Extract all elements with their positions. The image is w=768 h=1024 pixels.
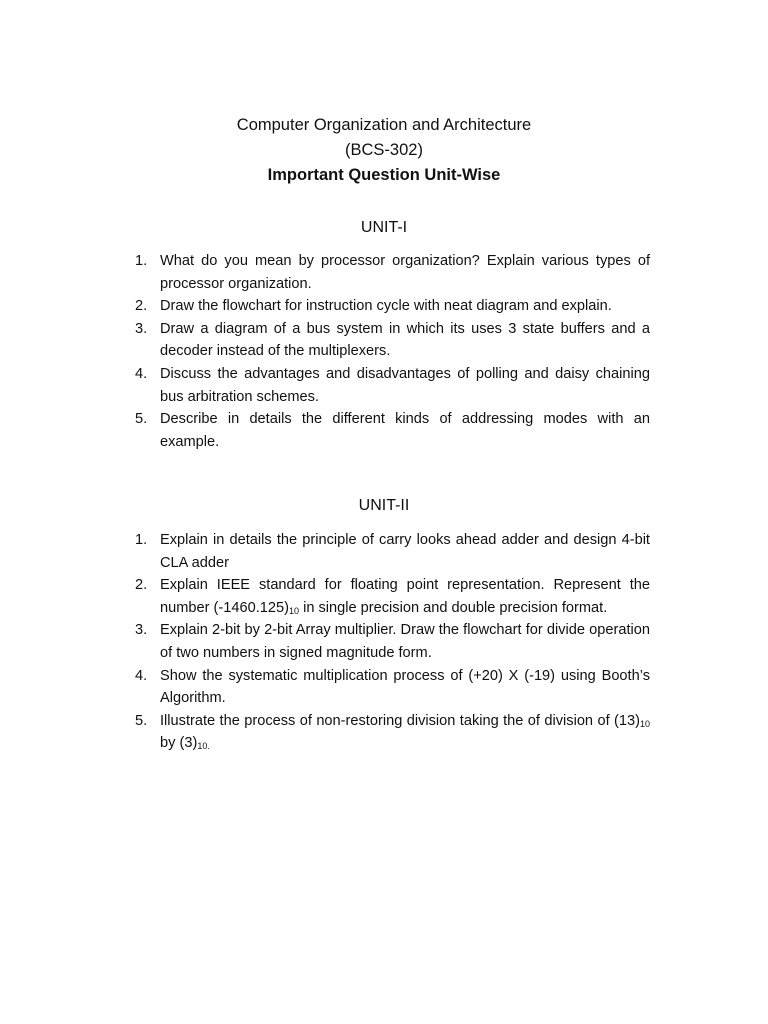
- question-number: 2.: [135, 577, 148, 594]
- question-text: Draw the flowchart for instruction cycle with neat diagram and explain.: [160, 298, 612, 315]
- question-text: Draw a diagram of a bus system in which its uses 3 state buffers and a decoder instead of the multiplexers.: [160, 320, 650, 360]
- unit-2-question-1: [135, 529, 650, 574]
- question-text: What do you mean by processor organization? Explain various types of processor organization.: [160, 253, 650, 292]
- question-text-part-2: by (3): [160, 735, 198, 752]
- unit-2-question-2: [135, 574, 650, 619]
- document-title: Computer Organization and Architecture: [236, 116, 532, 134]
- unit-2-question-5: [135, 710, 650, 755]
- question-number: 5.: [135, 712, 148, 729]
- question-number: 3.: [135, 622, 148, 639]
- question-text-part-1: Illustrate the process of non-restoring division taking the of division of (13): [160, 712, 640, 729]
- question-text: Explain in details the principle of carry looks ahead adder and design 4-bit CLA adder: [160, 532, 650, 571]
- unit-2-heading: UNIT-II: [358, 497, 410, 514]
- unit-2-question-3: [135, 619, 650, 664]
- number-base-subscript: 10: [639, 718, 650, 729]
- question-number: 1.: [135, 253, 148, 269]
- unit-1-question-1: [135, 250, 650, 295]
- document-header: [0, 113, 768, 188]
- question-text: Explain 2-bit by 2-bit Array multiplier. Draw the flowchart for divide operation of two numbers in signed magnitude form.: [160, 622, 650, 661]
- unit-1-question-5: [135, 408, 650, 453]
- document-subtitle: Important Question Unit-Wise: [267, 166, 501, 184]
- unit-1-question-3: [135, 318, 650, 363]
- question-number: 2.: [135, 298, 148, 315]
- unit-2-question-list: [135, 529, 650, 755]
- unit-2-question-4: [135, 665, 650, 710]
- question-text: Describe in details the different kinds of addressing modes with an example.: [160, 411, 650, 450]
- question-number: 4.: [135, 667, 148, 684]
- question-number: 5.: [135, 411, 148, 428]
- course-code: (BCS-302): [345, 141, 423, 159]
- unit-1-question-4: [135, 363, 650, 408]
- question-text: Show the systematic multiplication process of (+20) X (-19) using Booth’s Algorithm.: [160, 667, 650, 707]
- question-text-part-2: in single precision and double precision format.: [299, 599, 608, 616]
- question-number: 1.: [135, 532, 148, 548]
- unit-1-heading: UNIT-I: [360, 219, 408, 236]
- question-number: 3.: [135, 320, 148, 337]
- question-number: 4.: [135, 365, 148, 382]
- unit-1-question-2: [135, 295, 650, 318]
- question-text-part-1: Explain IEEE standard for floating point representation. Represent the number (-1460.125): [160, 577, 650, 616]
- number-base-subscript: 10.: [197, 741, 210, 752]
- unit-1-question-list: [135, 250, 650, 453]
- number-base-subscript: 10: [289, 605, 300, 616]
- question-text: Discuss the advantages and disadvantages of polling and daisy chaining bus arbitration schemes.: [160, 365, 650, 405]
